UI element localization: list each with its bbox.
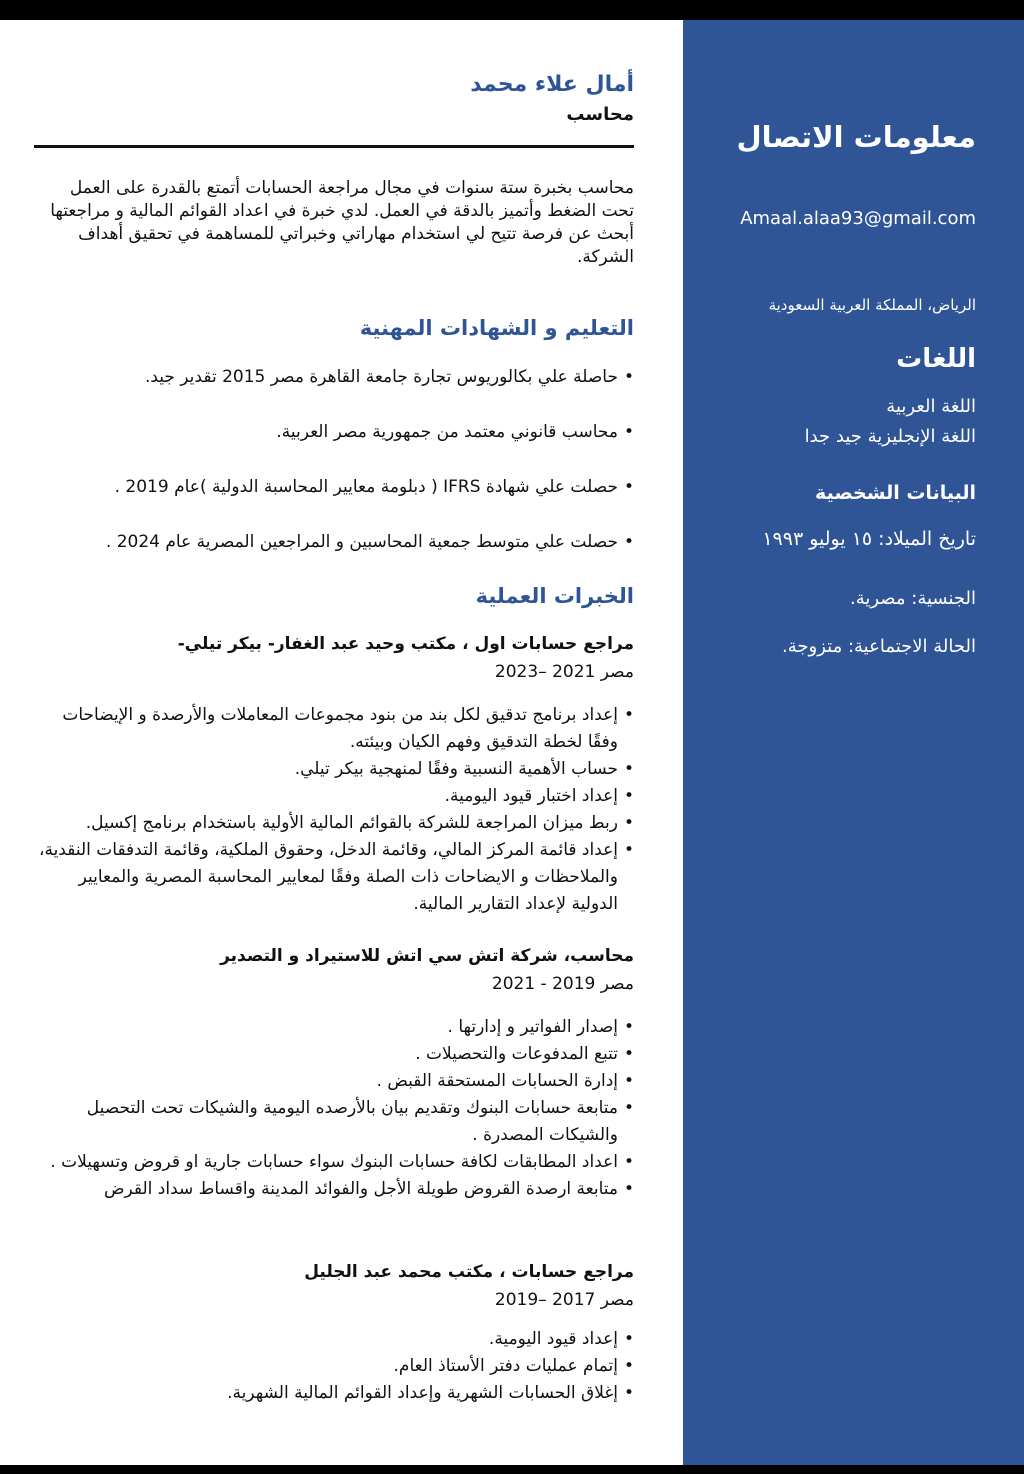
job-meta-2: مصر 2019 - 2021 xyxy=(491,974,634,994)
job-bullet: • إغلاق الحسابات الشهرية وإعداد القوائم المالية الشهرية. xyxy=(34,1380,634,1407)
language-item: اللغة الإنجليزية جيد جدا xyxy=(804,426,976,447)
job-title-2: محاسب، شركة اتش سي اتش للاستيراد و التصدير xyxy=(220,946,634,966)
job-title: محاسب xyxy=(566,104,634,125)
nationality: الجنسية: مصرية. xyxy=(849,588,976,609)
email-address[interactable]: Amaal.alaa93@gmail.com xyxy=(740,208,976,229)
job-bullet: • ربط ميزان المراجعة للشركة بالقوائم المالية الأولية باستخدام برنامج إكسيل. xyxy=(34,810,634,837)
resume-page xyxy=(0,20,1024,1465)
education-item: • محاسب قانوني معتمد من جمهورية مصر العربية. xyxy=(34,419,634,446)
job-bullet: • إعداد قائمة المركز المالي، وقائمة الدخل، وحقوق الملكية، وقائمة التدفقات النقدية، والملاحظات و الايضاحات ذات الصلة وفقًا لمعايير المحاسبة المصرية والمعايير الدولية لإعداد التقارير المالية. xyxy=(34,837,634,918)
person-name: أمال علاء محمد xyxy=(470,72,634,97)
personal-heading: البيانات الشخصية xyxy=(815,482,976,504)
job-bullet: • إتمام عمليات دفتر الأستاذ العام. xyxy=(34,1353,634,1380)
job-title-1: مراجع حسابات اول ، مكتب وحيد عبد الغفار- بيكر تيلي- xyxy=(177,634,634,654)
job-bullet: • متابعة ارصدة القروض طويلة الأجل والفوائد المدينة واقساط سداد القرض xyxy=(34,1176,634,1203)
job-bullet: • إعداد برنامج تدقيق لكل بند من بنود مجموعات المعاملات والأرصدة و الإيضاحات وفقًا لخطة التدقيق وفهم الكيان وبيئته. xyxy=(34,702,634,756)
marital-status: الحالة الاجتماعية: متزوجة. xyxy=(782,636,976,657)
education-heading: التعليم و الشهادات المهنية xyxy=(359,316,634,340)
summary-paragraph: محاسب بخبرة ستة سنوات في مجال مراجعة الحسابات أتمتع بالقدرة على العمل تحت الضغط وأتميز بالدقة في العمل. لدي خبرة في اعداد القوائم المالية و مراجعتها أبحث عن فرصة تتيح لي استخدام مهاراتي وخبراتي للمساهمة في تحقيق أهداف الشركة. xyxy=(50,178,634,267)
job-bullet: • إصدار الفواتير و إدارتها . xyxy=(34,1014,634,1041)
education-item: • حاصلة علي بكالوريوس تجارة جامعة القاهرة مصر 2015 تقدير جيد. xyxy=(34,364,634,391)
job-meta-1: مصر 2021 –2023 xyxy=(494,662,634,682)
location: الرياض، المملكة العربية السعودية xyxy=(768,296,976,314)
job-bullets-3 xyxy=(34,1326,634,1407)
birth-date: تاريخ الميلاد: ١٥ يوليو ١٩٩٣ xyxy=(762,528,976,550)
job-bullet: • اعداد المطابقات لكافة حسابات البنوك سواء حسابات جارية او قروض وتسهيلات . xyxy=(34,1149,634,1176)
job-bullet: • إعداد اختبار قيود اليومية. xyxy=(34,783,634,810)
language-item: اللغة العربية xyxy=(886,396,976,417)
education-list xyxy=(34,364,634,584)
sidebar xyxy=(683,20,1024,1465)
job-bullets-1 xyxy=(34,702,634,918)
experience-heading: الخبرات العملية xyxy=(475,584,634,608)
job-bullet: • تتبع المدفوعات والتحصيلات . xyxy=(34,1041,634,1068)
contact-heading: معلومات الاتصال xyxy=(736,120,976,154)
education-item: • حصلت علي متوسط جمعية المحاسبين و المراجعين المصرية عام 2024 . xyxy=(34,529,634,556)
job-bullet: • إعداد قيود اليومية. xyxy=(34,1326,634,1353)
job-title-3: مراجع حسابات ، مكتب محمد عبد الجليل xyxy=(304,1262,634,1282)
job-bullet: • متابعة حسابات البنوك وتقديم بيان بالأرصده اليومية والشيكات تحت التحصيل والشيكات المصدرة . xyxy=(34,1095,634,1149)
job-bullets-2 xyxy=(34,1014,634,1203)
languages-heading: اللغات xyxy=(896,344,976,374)
job-meta-3: مصر 2017 –2019 xyxy=(494,1290,634,1310)
job-bullet: • حساب الأهمية النسبية وفقًا لمنهجية بيكر تيلي. xyxy=(34,756,634,783)
header-divider xyxy=(34,145,634,148)
job-bullet: • إدارة الحسابات المستحقة القبض . xyxy=(34,1068,634,1095)
education-item: • حصلت علي شهادة IFRS ( دبلومة معايير المحاسبة الدولية )عام 2019 . xyxy=(34,474,634,501)
